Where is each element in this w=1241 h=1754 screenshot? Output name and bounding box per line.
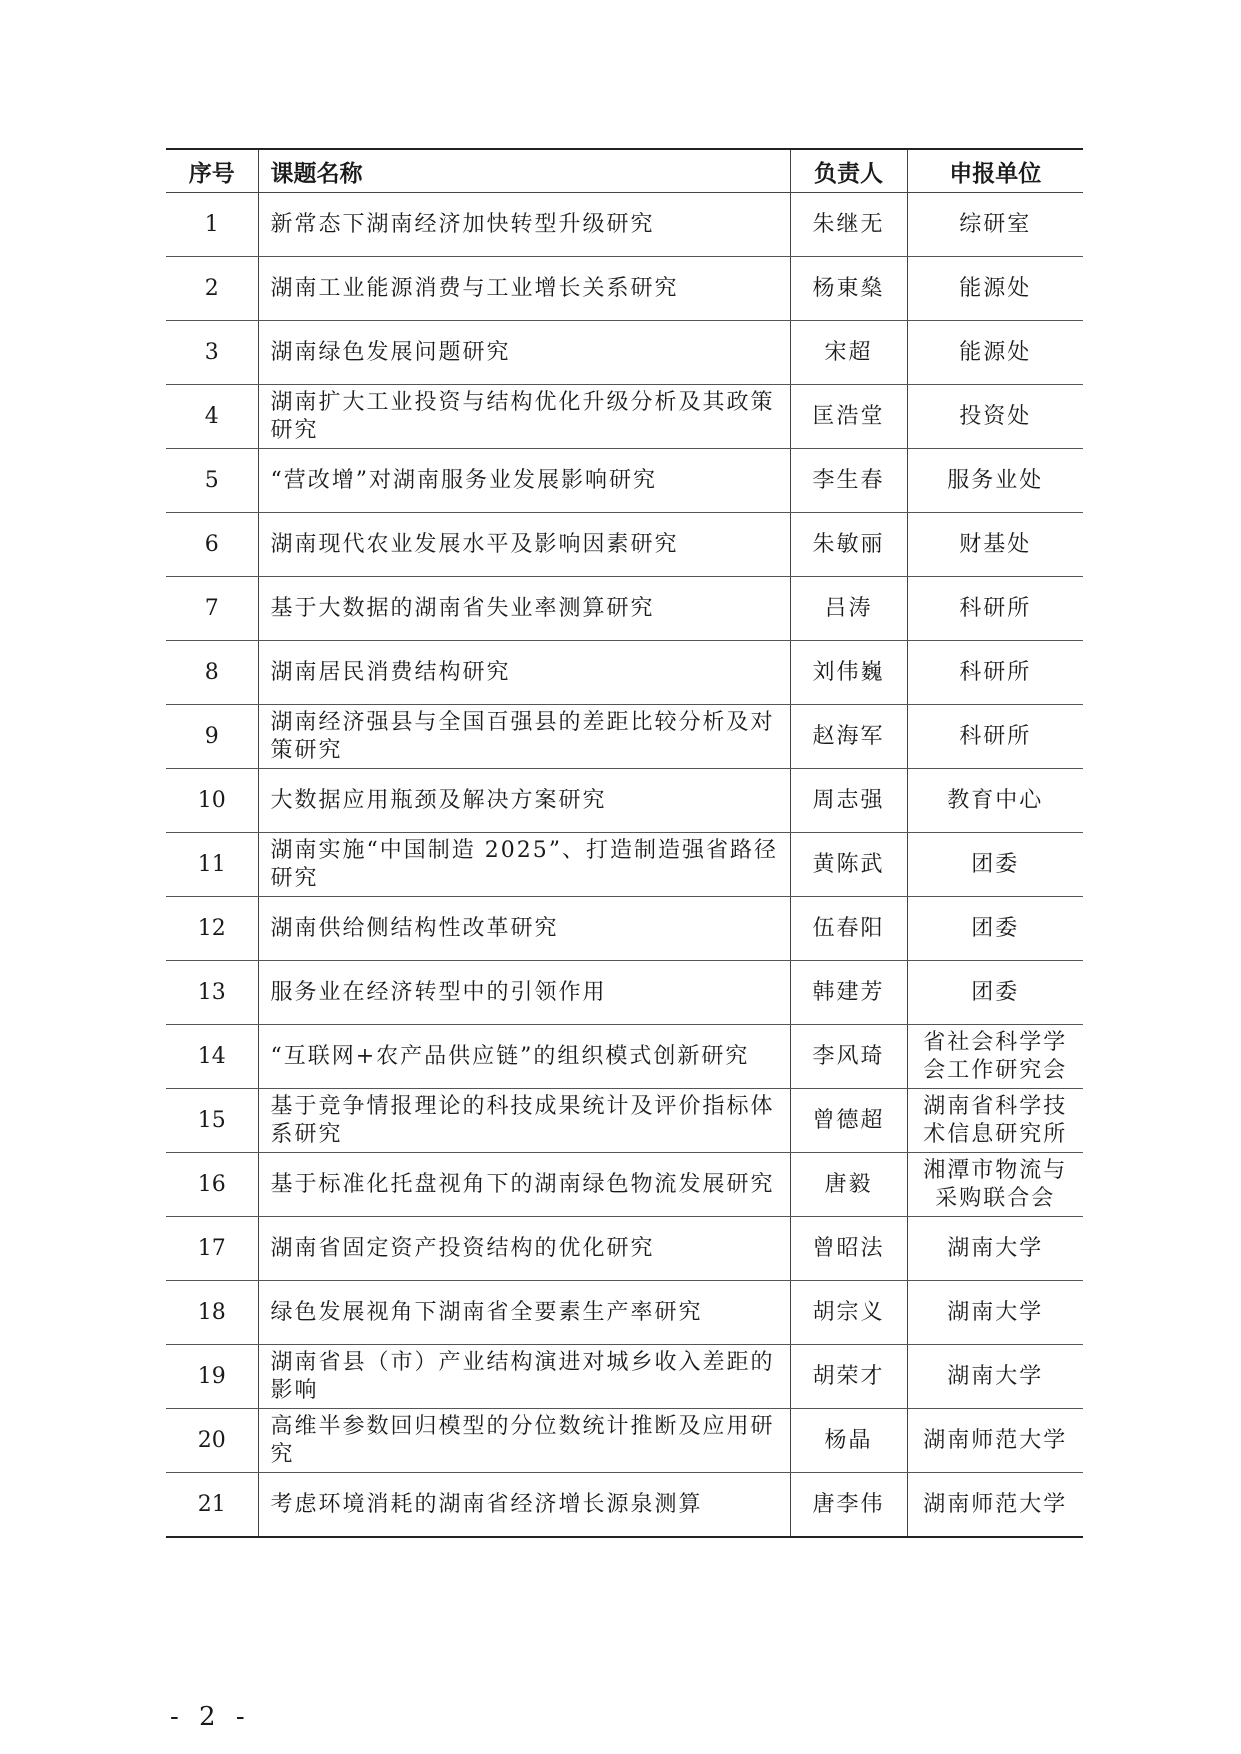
row-title: 湖南经济强县与全国百强县的差距比较分析及对策研究 [258, 705, 790, 769]
row-leader: 李生春 [790, 449, 907, 513]
row-title: 基于标准化托盘视角下的湖南绿色物流发展研究 [258, 1153, 790, 1217]
row-leader: 杨晶 [790, 1409, 907, 1473]
table-row [166, 577, 1083, 641]
row-unit: 团委 [907, 961, 1083, 1025]
table-row [166, 769, 1083, 833]
row-number: 3 [166, 321, 258, 385]
row-title: 湖南省固定资产投资结构的优化研究 [258, 1217, 790, 1281]
table-row [166, 1153, 1083, 1217]
table-row [166, 833, 1083, 897]
table-row [166, 385, 1083, 449]
row-number: 2 [166, 257, 258, 321]
row-number: 13 [166, 961, 258, 1025]
row-title: 绿色发展视角下湖南省全要素生产率研究 [258, 1281, 790, 1345]
row-title: 湖南扩大工业投资与结构优化升级分析及其政策研究 [258, 385, 790, 449]
header-number: 序号 [166, 149, 258, 193]
row-number: 20 [166, 1409, 258, 1473]
header-unit: 申报单位 [907, 149, 1083, 193]
header-title: 课题名称 [258, 149, 790, 193]
row-title: 服务业在经济转型中的引领作用 [258, 961, 790, 1025]
row-title: 湖南实施“中国制造 2025”、打造制造强省路径研究 [258, 833, 790, 897]
row-number: 17 [166, 1217, 258, 1281]
row-leader: 朱继无 [790, 193, 907, 257]
row-unit: 团委 [907, 833, 1083, 897]
row-leader: 周志强 [790, 769, 907, 833]
row-unit: 湖南大学 [907, 1217, 1083, 1281]
row-leader: 伍春阳 [790, 897, 907, 961]
row-unit: 团委 [907, 897, 1083, 961]
row-unit: 能源处 [907, 321, 1083, 385]
row-leader: 李风琦 [790, 1025, 907, 1089]
row-leader: 朱敏丽 [790, 513, 907, 577]
table-row [166, 513, 1083, 577]
table-row [166, 1089, 1083, 1153]
table-row [166, 705, 1083, 769]
row-number: 16 [166, 1153, 258, 1217]
row-unit: 服务业处 [907, 449, 1083, 513]
row-title: 基于大数据的湖南省失业率测算研究 [258, 577, 790, 641]
row-unit: 科研所 [907, 705, 1083, 769]
table-row [166, 961, 1083, 1025]
header-leader: 负责人 [790, 149, 907, 193]
row-unit: 湘潭市物流与采购联合会 [907, 1153, 1083, 1217]
project-table [166, 148, 1083, 1538]
row-unit: 湖南大学 [907, 1281, 1083, 1345]
row-leader: 胡荣才 [790, 1345, 907, 1409]
table-row [166, 1025, 1083, 1089]
row-number: 18 [166, 1281, 258, 1345]
row-number: 14 [166, 1025, 258, 1089]
row-number: 5 [166, 449, 258, 513]
row-title: 大数据应用瓶颈及解决方案研究 [258, 769, 790, 833]
row-leader: 宋超 [790, 321, 907, 385]
row-leader: 韩建芳 [790, 961, 907, 1025]
table-header-row [166, 149, 1083, 193]
row-number: 7 [166, 577, 258, 641]
row-unit: 科研所 [907, 641, 1083, 705]
row-leader: 曾德超 [790, 1089, 907, 1153]
row-unit: 能源处 [907, 257, 1083, 321]
row-number: 9 [166, 705, 258, 769]
row-unit: 教育中心 [907, 769, 1083, 833]
table-row [166, 1217, 1083, 1281]
row-leader: 匡浩堂 [790, 385, 907, 449]
row-unit: 湖南师范大学 [907, 1473, 1083, 1538]
row-title: 湖南居民消费结构研究 [258, 641, 790, 705]
row-title: 湖南工业能源消费与工业增长关系研究 [258, 257, 790, 321]
row-unit: 湖南大学 [907, 1345, 1083, 1409]
table-row [166, 1281, 1083, 1345]
row-title: 新常态下湖南经济加快转型升级研究 [258, 193, 790, 257]
table-row [166, 257, 1083, 321]
row-number: 11 [166, 833, 258, 897]
row-title: 湖南供给侧结构性改革研究 [258, 897, 790, 961]
row-title: 湖南省县（市）产业结构演进对城乡收入差距的影响 [258, 1345, 790, 1409]
page-number: - 2 - [170, 1702, 251, 1732]
row-number: 6 [166, 513, 258, 577]
row-title: 高维半参数回归模型的分位数统计推断及应用研究 [258, 1409, 790, 1473]
row-leader: 吕涛 [790, 577, 907, 641]
table-body [166, 193, 1083, 1538]
row-number: 12 [166, 897, 258, 961]
row-title: “营改增”对湖南服务业发展影响研究 [258, 449, 790, 513]
table-row [166, 897, 1083, 961]
row-leader: 曾昭法 [790, 1217, 907, 1281]
row-number: 4 [166, 385, 258, 449]
row-leader: 赵海军 [790, 705, 907, 769]
row-title: 基于竞争情报理论的科技成果统计及评价指标体系研究 [258, 1089, 790, 1153]
row-number: 1 [166, 193, 258, 257]
table-row [166, 1473, 1083, 1538]
table-row [166, 641, 1083, 705]
row-title: 湖南现代农业发展水平及影响因素研究 [258, 513, 790, 577]
row-unit: 财基处 [907, 513, 1083, 577]
row-unit: 投资处 [907, 385, 1083, 449]
row-number: 15 [166, 1089, 258, 1153]
row-unit: 科研所 [907, 577, 1083, 641]
row-leader: 唐毅 [790, 1153, 907, 1217]
table-row [166, 1409, 1083, 1473]
row-number: 8 [166, 641, 258, 705]
row-unit: 综研室 [907, 193, 1083, 257]
row-unit: 湖南省科学技术信息研究所 [907, 1089, 1083, 1153]
row-number: 19 [166, 1345, 258, 1409]
row-leader: 唐李伟 [790, 1473, 907, 1538]
row-leader: 刘伟巍 [790, 641, 907, 705]
table-row [166, 321, 1083, 385]
table-row [166, 449, 1083, 513]
row-number: 21 [166, 1473, 258, 1538]
row-number: 10 [166, 769, 258, 833]
row-unit: 湖南师范大学 [907, 1409, 1083, 1473]
row-leader: 黄陈武 [790, 833, 907, 897]
table-row [166, 1345, 1083, 1409]
row-leader: 胡宗义 [790, 1281, 907, 1345]
row-unit: 省社会科学学会工作研究会 [907, 1025, 1083, 1089]
row-title: “互联网+农产品供应链”的组织模式创新研究 [258, 1025, 790, 1089]
row-title: 考虑环境消耗的湖南省经济增长源泉测算 [258, 1473, 790, 1538]
row-leader: 杨東燊 [790, 257, 907, 321]
table-row [166, 193, 1083, 257]
row-title: 湖南绿色发展问题研究 [258, 321, 790, 385]
